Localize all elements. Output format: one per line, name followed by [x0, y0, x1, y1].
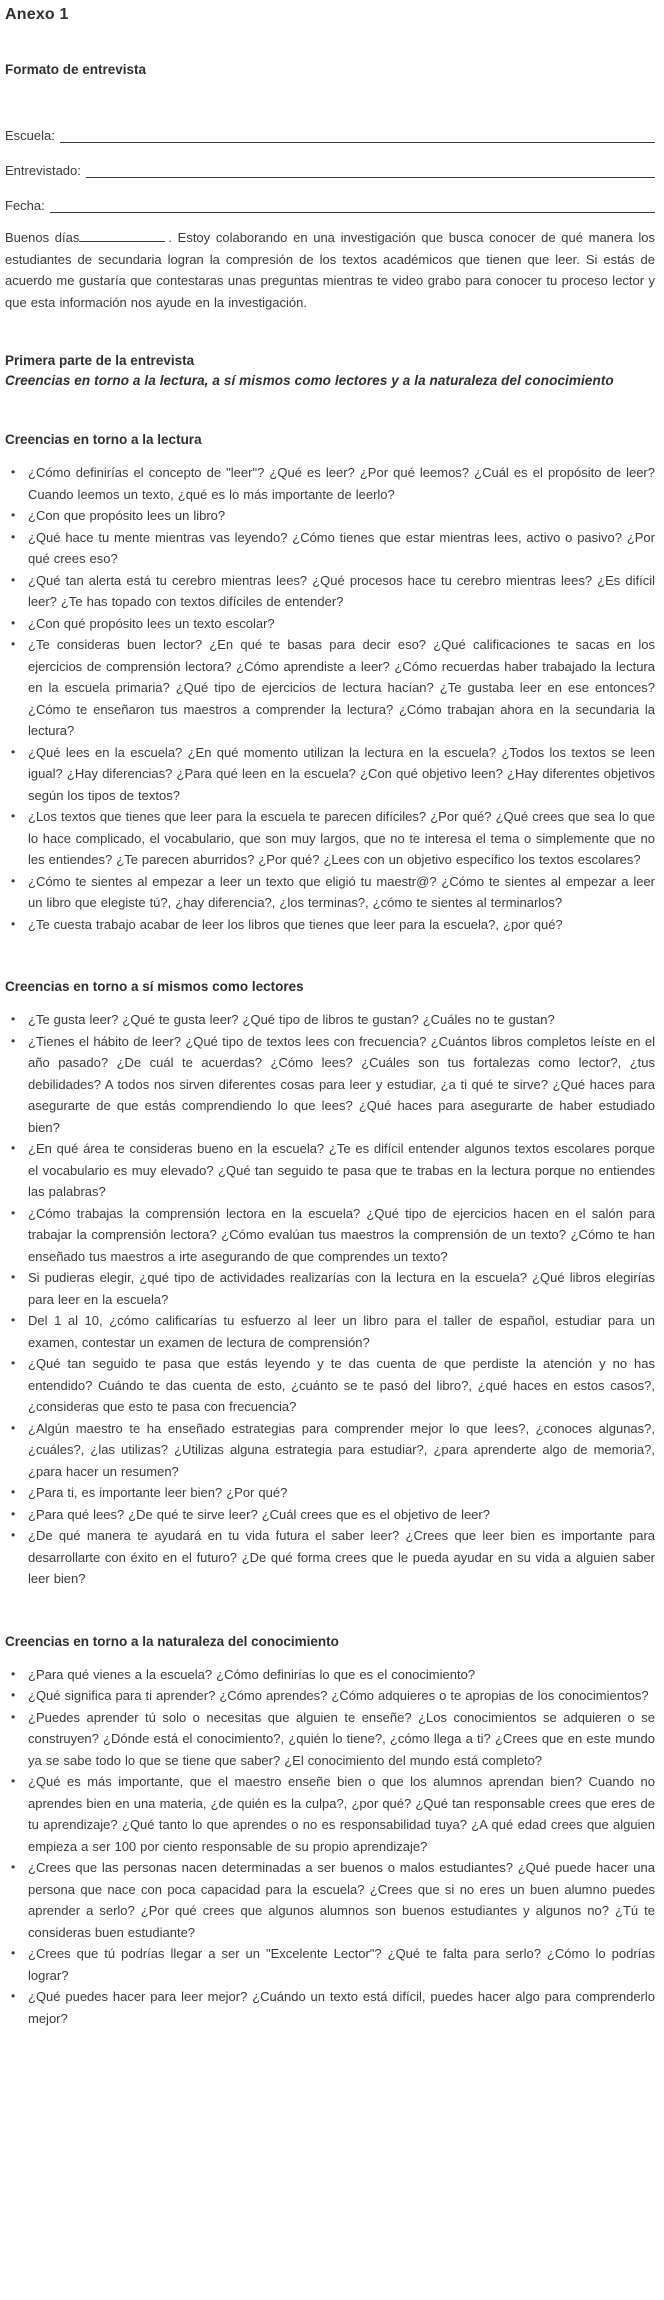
- fill-in-line-escuela: [60, 129, 655, 143]
- question-item: • ¿Con que propósito lees un libro?: [11, 505, 655, 527]
- question-item: • ¿Qué significa para ti aprender? ¿Cómo aprendes? ¿Cómo adquieres o te apropias de los conocimientos?: [11, 1685, 655, 1707]
- fill-in-blank-name: [79, 230, 165, 242]
- question-item: • ¿En qué área te consideras bueno en la escuela? ¿Te es difícil entender algunos textos escolares porque el vocabulario es muy elevado? ¿Qué tan seguido te pasa que te trabas en la lectura porque no entiendes las palabras?: [11, 1138, 655, 1203]
- question-item: • ¿Te gusta leer? ¿Qué te gusta leer? ¿Qué tipo de libros te gustan? ¿Cuáles no te gustan?: [11, 1009, 655, 1031]
- form-field-escuela: [5, 121, 655, 145]
- section-creencias-conocimiento: [5, 1634, 655, 2030]
- question-item: • ¿Crees que las personas nacen determinadas a ser buenos o malos estudiantes? ¿Qué puede hacer una persona que nace con poca capacidad para la escuela? ¿Crees que si no eres un buen alumno puedes aprender a serlo? ¿Por qué crees que algunos alumnos son buenos estudiantes y algunos no? ¿Tú te consideras buen estudiante?: [11, 1857, 655, 1943]
- part-title: Primera parte de la entrevista: [5, 353, 195, 368]
- question-item: • ¿Qué tan alerta está tu cerebro mientras lees? ¿Qué procesos hace tu cerebro mientras lees? ¿Es difícil leer? ¿Te has topado con textos difíciles de entender?: [11, 570, 655, 613]
- question-item: • ¿Para ti, es importante leer bien? ¿Por qué?: [11, 1482, 655, 1504]
- question-item: • ¿Crees que tú podrías llegar a ser un "Excelente Lector"? ¿Qué te falta para serlo? ¿Cómo lo podrías lograr?: [11, 1943, 655, 1986]
- question-item: • ¿Qué tan seguido te pasa que estás leyendo y te das cuenta de que perdiste la atención y no has entendido? Cuándo te das cuenta de esto, ¿cuánto se te pasó del libro?, ¿qué haces en estos casos?, ¿consideras que esto te pasa con frecuencia?: [11, 1353, 655, 1418]
- greeting-paragraph: [5, 227, 655, 313]
- question-list-lectura: [5, 462, 655, 935]
- part-subtitle: Creencias en torno a la lectura, a sí mismos como lectores y a la naturaleza del conocimiento: [5, 373, 614, 388]
- question-item: • ¿De qué manera te ayudará en tu vida futura el saber leer? ¿Crees que leer bien es importante para desarrollarte con éxito en el futuro? ¿De qué forma crees que le pueda ayudar en su vida a alguien saber leer bien?: [11, 1525, 655, 1590]
- question-item: • ¿Qué puedes hacer para leer mejor? ¿Cuándo un texto está difícil, puedes hacer algo para comprenderlo mejor?: [11, 1986, 655, 2029]
- form-field-entrevistado: [5, 156, 655, 180]
- question-item: • ¿Algún maestro te ha enseñado estrategias para comprender mejor lo que lees?, ¿conoces algunas?, ¿cuáles?, ¿las utilizas? ¿Utilizas alguna estrategia para estudiar?, ¿para aprenderte algo de memoria?, ¿para hacer un resumen?: [11, 1418, 655, 1483]
- document-subtitle: Formato de entrevista: [5, 62, 147, 77]
- question-item: • ¿Para qué lees? ¿De qué te sirve leer? ¿Cuál crees que es el objetivo de leer?: [11, 1504, 655, 1526]
- question-item: • Si pudieras elegir, ¿qué tipo de actividades realizarías con la lectura en la escuela? ¿Qué libros elegirías para leer en la escuela?: [11, 1267, 655, 1310]
- question-list-lectores: [5, 1009, 655, 1590]
- field-label-entrevistado: Entrevistado:: [5, 163, 81, 178]
- question-item: • ¿Tienes el hábito de leer? ¿Qué tipo de textos lees con frecuencia? ¿Cuántos libros completos leíste en el año pasado? ¿De cuál te acuerdas? ¿Cómo lees? ¿Cuáles son tus fortalezas como lector?, ¿tus debilidades? A todos nos sirven diferentes cosas para leer y estudiar, ¿a ti qué te sirve? ¿Qué haces para asegurarte de que estás comprendiendo lo que lees? ¿Qué haces para asegurarte de haber estudiado bien?: [11, 1031, 655, 1139]
- section-heading-lectores: Creencias en torno a sí mismos como lectores: [5, 979, 304, 994]
- question-item: • ¿Cómo te sientes al empezar a leer un texto que eligió tu maestr@? ¿Cómo te sientes al empezar a leer un libro que elegiste tú?, ¿hay diferencia?, ¿los terminas?, ¿cómo te sientes al terminarlos?: [11, 871, 655, 914]
- field-label-fecha: Fecha:: [5, 198, 45, 213]
- section-creencias-lectura: [5, 432, 655, 935]
- question-item: • ¿Puedes aprender tú solo o necesitas que alguien te enseñe? ¿Los conocimientos se adquieren o se construyen? ¿Dónde está el conocimiento?, ¿quién lo tiene?, ¿cómo llega a ti? ¿Crees que en este mundo ya se sabe todo lo que se tiene que saber? ¿El conocimiento del mundo está completo?: [11, 1707, 655, 1772]
- document-title: Anexo 1: [5, 6, 69, 23]
- greeting-body: . Estoy colaborando en una investigación que busca conocer de qué manera los estudiantes de secundaria logran la compresión de los textos académicos que tienen que leer. Si estás de acuerdo me gustaría que contestaras unas preguntas mientras te video grabo para conocer tu proceso lector y que esta información nos ayude en la investigación.: [5, 230, 656, 310]
- question-item: • ¿Qué hace tu mente mientras vas leyendo? ¿Cómo tienes que estar mientras lees, activo o pasivo? ¿Por qué crees eso?: [11, 527, 655, 570]
- question-item: • ¿Qué lees en la escuela? ¿En qué momento utilizan la lectura en la escuela? ¿Todos los textos se leen igual? ¿Hay diferencias? ¿Para qué leen en la escuela? ¿Con qué objetivo leen? ¿Hay diferentes objetivos según los tipos de textos?: [11, 742, 655, 807]
- question-item: • ¿Te cuesta trabajo acabar de leer los libros que tienes que leer para la escuela?, ¿por qué?: [11, 914, 655, 936]
- question-item: • ¿Te consideras buen lector? ¿En qué te basas para decir eso? ¿Qué calificaciones te sacas en los ejercicios de comprensión lectora? ¿Cómo aprendiste a leer? ¿Cómo recuerdas haber trabajado la lectura en la escuela primaria? ¿Qué tipo de ejercicios de lectura hacían? ¿Te gustaba leer en ese entonces? ¿Cómo te enseñaron tus maestros a comprender la lectura? ¿Cómo trabajan ahora en la secundaria la lectura?: [11, 634, 655, 742]
- question-list-conocimiento: [5, 1664, 655, 2030]
- fill-in-line-fecha: [50, 199, 655, 213]
- field-label-escuela: Escuela:: [5, 128, 55, 143]
- greeting-prefix: Buenos días: [5, 230, 80, 245]
- fill-in-line-entrevistado: [86, 164, 655, 178]
- question-item: • ¿Los textos que tienes que leer para la escuela te parecen difíciles? ¿Por qué? ¿Qué crees que sea lo que lo hace complicado, el vocabulario, que son muy largos, que no te interesa el tema o simplemente que no les entiendes? ¿Te parecen aburridos? ¿Por qué? ¿Lees con un objetivo específico los textos escolares?: [11, 806, 655, 871]
- question-item: • ¿Para qué vienes a la escuela? ¿Cómo definirías lo que es el conocimiento?: [11, 1664, 655, 1686]
- section-creencias-lectores: [5, 979, 655, 1590]
- question-item: • ¿Qué es más importante, que el maestro enseñe bien o que los alumnos aprendan bien? Cuando no aprendes bien en una materia, ¿de quién es la culpa?, ¿por qué? ¿Qué tan responsable crees que eres de tu aprendizaje? ¿Qué tanto lo que aprendes o no es responsabilidad tuya? ¿A qué edad crees que alguien empieza a ser 100 por ciento responsable de su propio aprendizaje?: [11, 1771, 655, 1857]
- question-item: • Del 1 al 10, ¿cómo calificarías tu esfuerzo al leer un libro para el taller de español, estudiar para un examen, contestar un examen de lectura de comprensión?: [11, 1310, 655, 1353]
- form-field-fecha: [5, 191, 655, 215]
- question-item: • ¿Cómo trabajas la comprensión lectora en la escuela? ¿Qué tipo de ejercicios hacen en el salón para trabajar la comprensión lectora? ¿Cómo evalúan tus maestros la comprensión de un texto? ¿Cómo te han enseñado tus maestros a irte asegurando de que comprendes un texto?: [11, 1203, 655, 1268]
- question-item: • ¿Cómo definirías el concepto de "leer"? ¿Qué es leer? ¿Por qué leemos? ¿Cuál es el propósito de leer? Cuando leemos un texto, ¿qué es lo más importante de leerlo?: [11, 462, 655, 505]
- section-heading-lectura: Creencias en torno a la lectura: [5, 432, 202, 447]
- question-item: • ¿Con qué propósito lees un texto escolar?: [11, 613, 655, 635]
- section-heading-conocimiento: Creencias en torno a la naturaleza del conocimiento: [5, 1633, 339, 1649]
